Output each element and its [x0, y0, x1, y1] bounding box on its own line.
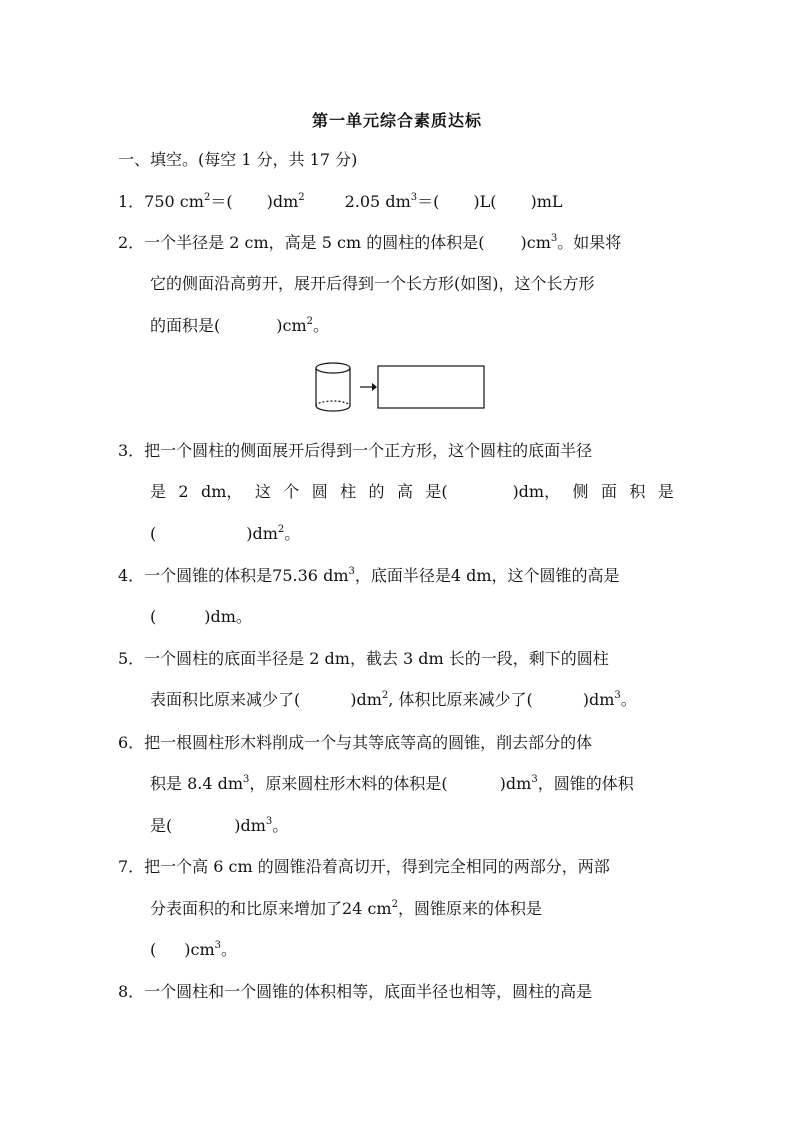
question-2-line-2: 它的侧面沿高剪开，展开后得到一个长方形(如图)，这个长方形 [150, 274, 595, 293]
question-2-line-3: 的面积是( )$cm^2$。 [150, 316, 330, 335]
question-6-line-2: 积是 8.4 $dm^3$，原来圆柱形木料的体积是( )$dm^3$，圆锥的体积 [150, 774, 634, 793]
question-3-line-3: ( )$dm^2$。 [150, 524, 301, 543]
question-2-line-1: 2．一个半径是 2 cm，高是 5 cm 的圆柱的体积是( )$cm^3$。如果将 [118, 233, 622, 252]
page-title: 第一单元综合素质达标 [311, 111, 482, 130]
question-5-line-1: 5．一个圆柱的底面半径是 2 dm，截去 3 dm 长的一段，剩下的圆柱 [118, 649, 609, 668]
question-5-line-2: 表面积比原来减少了( )$dm^2$, 体积比原来减少了( )$dm^3$。 [150, 690, 637, 709]
cylinder-bottom-back [316, 401, 350, 406]
question-3-line-1: 3．把一个圆柱的侧面展开后得到一个正方形，这个圆柱的底面半径 [118, 441, 593, 460]
question-3-line-2: 是 2 dm， 这 个 圆 柱 的 高 是( )dm， 侧 面 积 是 [150, 482, 674, 501]
cylinder-bottom-front [316, 406, 350, 411]
cylinder-top [316, 363, 350, 373]
question-8-line-1: 8．一个圆柱和一个圆锥的体积相等，底面半径也相等，圆柱的高是 [118, 982, 593, 1001]
question-7-line-1: 7．把一个高 6 cm 的圆锥沿着高切开，得到完全相同的两部分，两部 [118, 857, 610, 876]
question-7-line-3: ( )$cm^3$。 [150, 940, 238, 959]
question-4-line-2: ( )dm。 [150, 607, 252, 626]
question-6-line-1: 6．把一根圆柱形木料削成一个与其等底等高的圆锥，削去部分的体 [118, 733, 593, 752]
unfolded-rectangle [378, 366, 484, 408]
question-1: 1．750 $cm^2=$( )$dm^2$ 2.05 $dm^3=$( )L( )mL [118, 192, 563, 211]
arrow-head [372, 383, 377, 391]
cylinder-to-rectangle-figure [312, 361, 488, 415]
question-7-line-2: 分表面积的和比原来增加了24 $cm^2$，圆锥原来的体积是 [150, 899, 542, 918]
section-heading: 一、填空。(每空 1 分，共 17 分) [118, 150, 358, 169]
question-6-line-3: 是( )$dm^3$。 [150, 816, 289, 835]
question-4-line-1: 4．一个圆锥的体积是75.36 $dm^3$，底面半径是4 dm，这个圆锥的高是 [118, 566, 620, 585]
